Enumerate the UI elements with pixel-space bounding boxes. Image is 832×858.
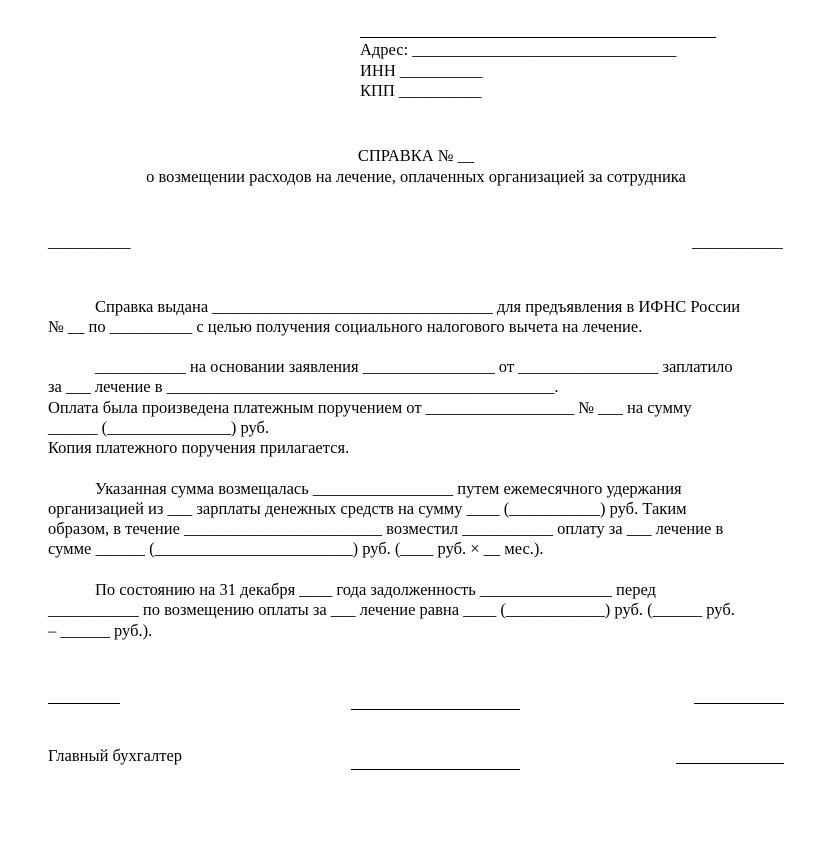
document-title: СПРАВКА № __ <box>357 146 475 165</box>
address-line: Адрес: ________________________________ <box>360 40 677 59</box>
paragraph2-line1: ___________ на основании заявления ________________ от _________________ заплатило <box>95 357 733 376</box>
paragraph1-line1: Справка выдана __________________________________ для предъявления в ИФНС России <box>95 297 741 316</box>
paragraph4-line3: – ______ руб.). <box>48 621 153 640</box>
paragraph4-line2: ___________ по возмещению оплаты за ___ лечение равна ____ (____________) руб. (______ руб. <box>48 600 735 619</box>
director-name-blank <box>694 703 784 704</box>
paragraph1-line2: № __ по __________ с целью получения социального налогового вычета на лечение. <box>48 317 643 336</box>
place-blank: __________ <box>48 232 131 251</box>
paragraph3-line3: образом, в течение ________________________ возместил ___________ оплату за ___ лечение в <box>48 519 724 538</box>
director-signature-blank <box>351 709 520 710</box>
kpp-line: КПП __________ <box>360 81 482 100</box>
paragraph3-line4: сумме ______ (________________________) руб. (____ руб. × __ мес.). <box>48 539 544 558</box>
header-top-rule <box>360 37 716 38</box>
chief-accountant-label: Главный бухгалтер <box>48 746 183 765</box>
inn-line: ИНН __________ <box>360 61 483 80</box>
date-blank: ___________ <box>692 232 783 251</box>
accountant-name-blank <box>676 763 784 764</box>
paragraph3-line2: организацией из ___ зарплаты денежных средств на сумму ____ (___________) руб. Таким <box>48 499 687 518</box>
paragraph4-line1: По состоянию на 31 декабря ____ года задолженность ________________ перед <box>95 580 656 599</box>
paragraph2-line4: ______ (_______________) руб. <box>48 418 270 437</box>
document-subtitle: о возмещении расходов на лечение, оплаченных организацией за сотрудника <box>146 167 686 186</box>
paragraph2-line2: за ___ лечение в _______________________________________________. <box>48 377 559 396</box>
accountant-signature-blank <box>351 769 520 770</box>
paragraph2-line5: Копия платежного поручения прилагается. <box>48 438 350 457</box>
paragraph2-line3: Оплата была произведена платежным поручением от __________________ № ___ на сумму <box>48 398 692 417</box>
director-position-blank <box>48 703 120 704</box>
paragraph3-line1: Указанная сумма возмещалась _________________ путем ежемесячного удержания <box>95 479 682 498</box>
